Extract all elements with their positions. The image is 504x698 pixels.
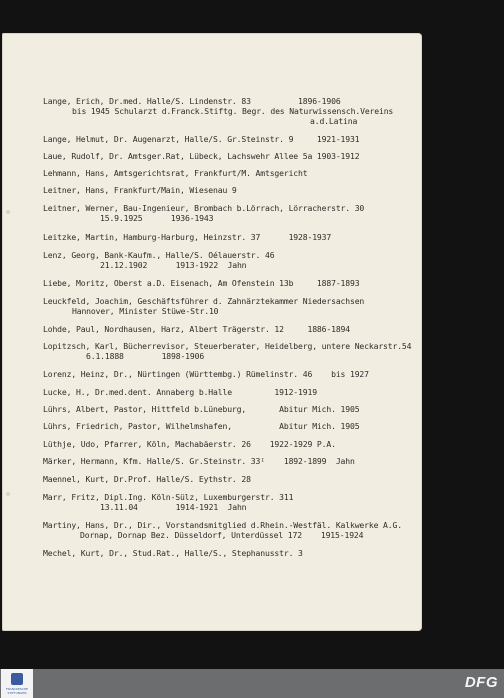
entry-line: Lenz, Georg, Bank-Kaufm., Halle/S. Oélauerstr. 46 — [43, 250, 275, 260]
entry-line: Martiny, Hans, Dr., Dir., Vorstandsmitglied d.Rhein.-Westfäl. Kalkwerke A.G. — [43, 520, 402, 530]
entry-line: Lucke, H., Dr.med.dent. Annaberg b.Halle 1912-1919 — [43, 387, 317, 397]
entry-line: Lorenz, Heinz, Dr., Nürtingen (Württembg.) Rümelinstr. 46 bis 1927 — [43, 369, 369, 379]
entry-line: Lührs, Albert, Pastor, Hittfeld b.Lüneburg, Abitur Mich. 1905 — [43, 404, 360, 414]
entry-line: 15.9.1925 1936-1943 — [100, 213, 214, 223]
entry-line: Lopitzsch, Karl, Bücherrevisor, Steuerberater, Heidelberg, untere Neckarstr.54 — [43, 341, 412, 351]
entry-line: Leitner, Hans, Frankfurt/Main, Wiesenau 9 — [43, 185, 237, 195]
entry-line: Lüthje, Udo, Pfarrer, Köln, Machabäerstr. 26 1922-1929 P.A. — [43, 439, 336, 449]
entry-line: Lange, Helmut, Dr. Augenarzt, Halle/S. Gr.Steinstr. 9 1921-1931 — [43, 134, 360, 144]
logo-text: FRANCKESCHE STIFTUNGEN — [5, 687, 29, 695]
entry-line: Leitzke, Martin, Hamburg-Harburg, Heinzstr. 37 1928-1937 — [43, 232, 332, 242]
entry-line: 6.1.1888 1898-1906 — [86, 351, 205, 361]
entry-line: Hannover, Minister Stüwe-Str.10 — [72, 306, 219, 316]
entry-line: 21.12.1902 1913-1922 Jahn — [100, 260, 247, 270]
punch-mark — [6, 210, 10, 214]
entry-line: Marr, Fritz, Dipl.Ing. Köln-Sülz, Luxemburgerstr. 311 — [43, 492, 294, 502]
entry-line: Leuckfeld, Joachim, Geschäftsführer d. Zahnärztekammer Niedersachsen — [43, 296, 365, 306]
entry-line: Liebe, Moritz, Oberst a.D. Eisenach, Am Ofenstein 13b 1887-1893 — [43, 278, 360, 288]
entry-line: Maennel, Kurt, Dr.Prof. Halle/S. Eythstr. 28 — [43, 474, 251, 484]
entry-line: a.d.Latina — [310, 116, 358, 126]
entry-line: Lohde, Paul, Nordhausen, Harz, Albert Trägerstr. 12 1886-1894 — [43, 324, 350, 334]
entry-line: Dornap, Dornap Bez. Düsseldorf, Unterdüssel 172 1915-1924 — [80, 530, 364, 540]
crest-icon — [11, 673, 23, 685]
dfg-logo[interactable]: DFG — [464, 674, 498, 691]
entry-line: Leitner, Werner, Bau-Ingenieur, Brombach b.Lörrach, Lörracherstr. 30 — [43, 203, 365, 213]
entry-line: Lehmann, Hans, Amtsgerichtsrat, Frankfurt/M. Amtsgericht — [43, 168, 308, 178]
entry-line: Lührs, Friedrich, Pastor, Wilhelmshafen, Abitur Mich. 1905 — [43, 421, 360, 431]
entry-line: bis 1945 Schularzt d.Franck.Stiftg. Begr. des Naturwissensch.Vereins — [72, 106, 394, 116]
entry-line: Laue, Rudolf, Dr. Amtsger.Rat, Lübeck, Lachswehr Allee 5a 1903-1912 — [43, 151, 360, 161]
entry-line: Lange, Erich, Dr.med. Halle/S. Lindenstr. 83 1896-1906 — [43, 96, 341, 106]
viewer-footer — [0, 669, 504, 698]
punch-mark — [6, 492, 10, 496]
institution-logo[interactable] — [1, 669, 33, 698]
entry-line: 13.11.04 1914-1921 Jahn — [100, 502, 247, 512]
entry-line: Mechel, Kurt, Dr., Stud.Rat., Halle/S., Stephanusstr. 3 — [43, 548, 303, 558]
entry-line: Märker, Hermann, Kfm. Halle/S. Gr.Steinstr. 33ᴵ 1892-1899 Jahn — [43, 456, 355, 466]
